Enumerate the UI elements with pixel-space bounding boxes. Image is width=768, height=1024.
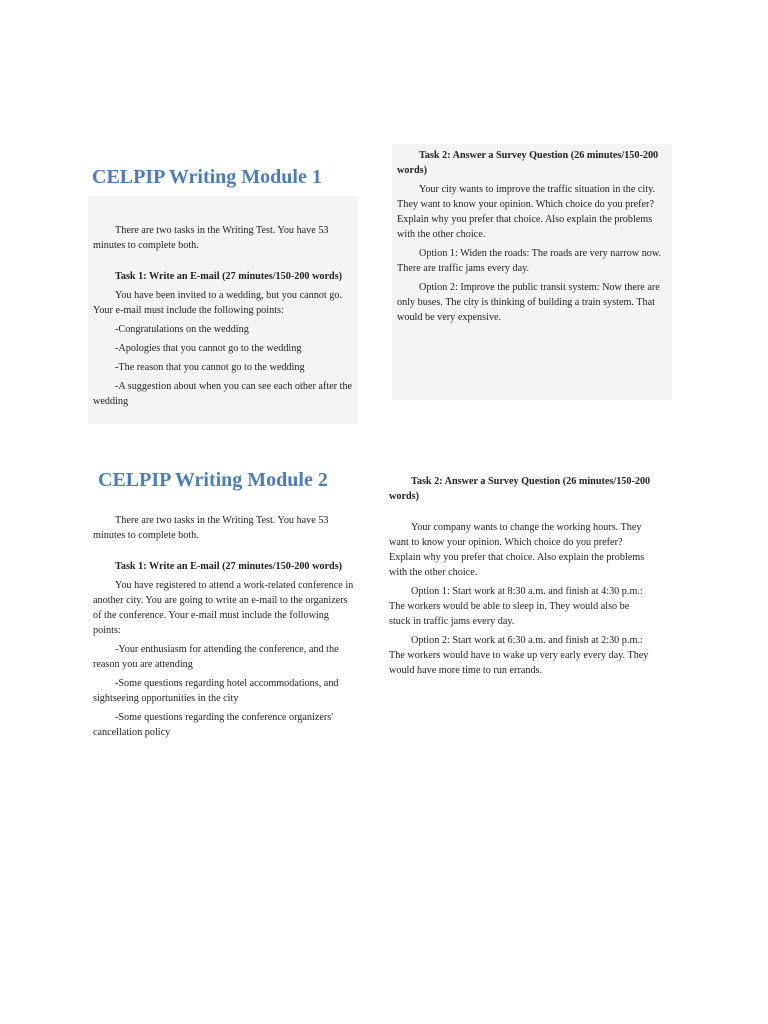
module2-task1-point: -Your enthusiasm for attending the conference, and the reason you are attending <box>93 644 339 670</box>
module2-task2-option1: Option 1: Start work at 8:30 a.m. and finish at 4:30 p.m.: The workers would be able to sleep in. They would also be stuck in traffic jams every day. <box>389 586 643 627</box>
module2-task2-heading: Task 2: Answer a Survey Question (26 minutes/150-200 words) <box>389 476 651 502</box>
module2-intro: There are two tasks in the Writing Test. You have 53 minutes to complete both. <box>93 515 329 541</box>
module2-task2-prompt: Your company wants to change the working hours. They want to know your opinion. Which choice do you prefer? Explain why you prefer that choice. Also explain the problems with the other choice. <box>389 522 645 578</box>
module1-task1-heading: Task 1: Write an E-mail (27 minutes/150-200 words) <box>115 271 343 282</box>
module2-task1-prompt: You have registered to attend a work-related conference in another city. You are going to write an e-mail to the organizers of the conference. Your e-mail must include the following points: <box>93 580 354 636</box>
module1-task1-prompt: You have been invited to a wedding, but you cannot go. Your e-mail must include the following points: <box>93 290 343 316</box>
module2-task1-panel <box>88 510 358 750</box>
module2-task2-panel <box>384 472 656 676</box>
module2-task1-point: -Some questions regarding hotel accommodations, and sightseeing opportunities in the city <box>93 678 339 704</box>
module1-task1-point: -A suggestion about when you can see each other after the wedding <box>93 381 353 407</box>
module2-task2-option2: Option 2: Start work at 6:30 a.m. and finish at 2:30 p.m.: The workers would have to wake up very early every day. They would have more time to run errands. <box>389 635 649 676</box>
module1-task2-option1: Option 1: Widen the roads: The roads are very narrow now. There are traffic jams every day. <box>397 248 662 274</box>
module2-title: CELPIP Writing Module 2 <box>98 469 328 491</box>
module1-intro: There are two tasks in the Writing Test. You have 53 minutes to complete both. <box>93 225 329 251</box>
module1-task2-option2: Option 2: Improve the public transit system: Now there are only buses. The city is thinking of building a train system. That would be very expensive. <box>397 282 660 323</box>
module2-task1-point: -Some questions regarding the conference organizers' cancellation policy <box>93 712 334 738</box>
module1-task1-point: -Congratulations on the wedding <box>115 324 249 335</box>
module1-task1-panel <box>88 196 358 424</box>
module1-task2-heading: Task 2: Answer a Survey Question (26 minutes/150-200 words) <box>397 150 659 176</box>
module1-title: CELPIP Writing Module 1 <box>92 166 322 188</box>
module1-task2-panel <box>392 144 672 400</box>
module1-task1-point: -Apologies that you cannot go to the wedding <box>115 343 302 354</box>
module1-task1-point: -The reason that you cannot go to the wedding <box>115 362 305 373</box>
module1-task2-prompt: Your city wants to improve the traffic situation in the city. They want to know your opinion. Which choice do you prefer? Explain why you prefer that choice. Also explain the problems with the other choice. <box>397 184 656 240</box>
module2-task1-heading: Task 1: Write an E-mail (27 minutes/150-200 words) <box>115 561 343 572</box>
